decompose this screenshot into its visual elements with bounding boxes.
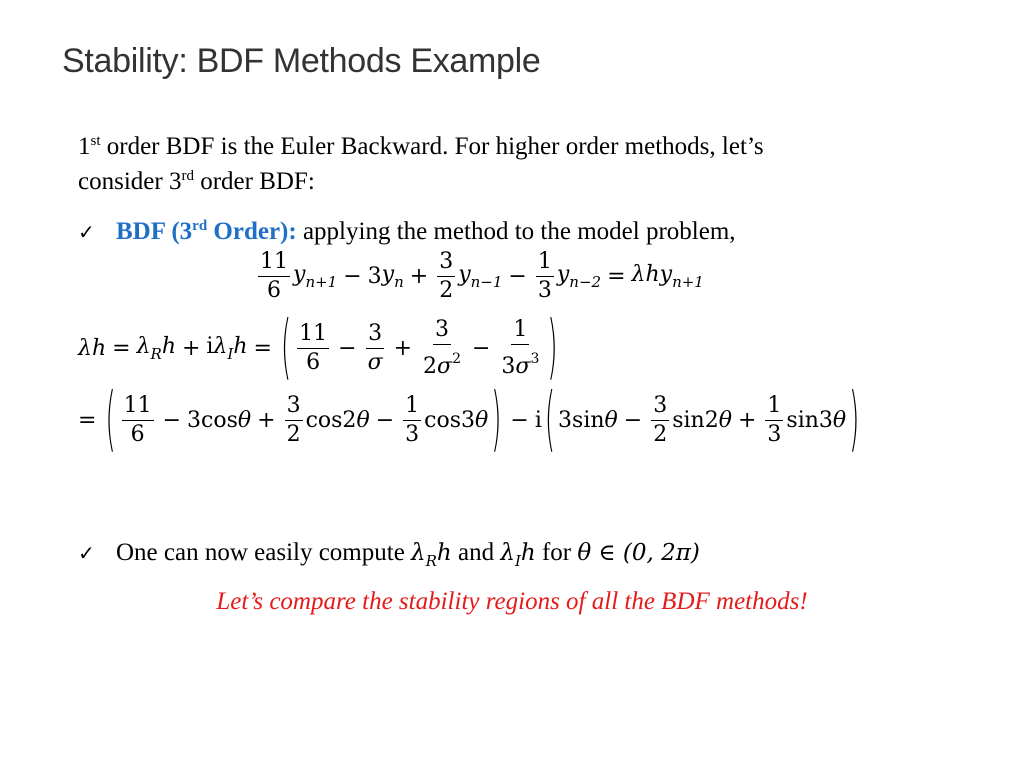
intro-line-2 xyxy=(78,165,315,199)
slide-title: Stability: BDF Methods Example xyxy=(62,42,541,80)
bullet-bdf3-text: applying the method to the model problem, xyxy=(296,218,736,245)
intro-text-2a: consider 3 xyxy=(78,168,182,195)
bullet-bdf3-label-b: Order): xyxy=(207,218,297,245)
bullet-bdf3-label-a: BDF (3 xyxy=(116,218,193,245)
bullet-bdf3-label-sup: rd xyxy=(192,218,208,234)
bullet-compute-text-c: for xyxy=(535,539,578,566)
intro-ordinal: 1 xyxy=(78,133,91,160)
frac-3-2: $\frac{3}{2}$ xyxy=(439,249,454,303)
intro-text-2-sup: rd xyxy=(181,168,194,184)
bullet-bdf3 xyxy=(116,215,736,249)
checkmark-icon: ✓ xyxy=(78,222,95,244)
bullet-compute-text-a: One can now easily compute xyxy=(116,539,412,566)
intro-ordinal-sup: st xyxy=(90,133,101,149)
intro-text-2b: order BDF: xyxy=(193,168,315,195)
theta-range: θ ∈ (0, 2π) xyxy=(577,540,700,566)
bullet-compute-text-b: and xyxy=(451,539,501,566)
frac-11-6: $\frac{11}{6}$ xyxy=(260,249,288,303)
intro-text-1: order BDF is the Euler Backward. For higher order methods, let’s xyxy=(100,133,764,160)
equation-lambda-h-sigma: λh = $\lambda_Rh$ + $i\lambda_Ih$ = ( $\frac{11}{6}$ − $\frac{3}{\sigma}$ + $\frac{3}{2\sigma^2}$ − $\frac{1}{3\sigma^3}$ ) xyxy=(78,308,558,389)
equation-bdf3-scheme: $\frac{11}{6}$ $y_{n+1}$ − 3 $y_n$ + $\frac{3}{2}$ $y_{n-1}$ − $\frac{1}{3}$ $y_{n-2}$ = λhy$_{n+1}$ xyxy=(260,249,704,303)
checkmark-icon: ✓ xyxy=(78,543,95,565)
closing-note: Let’s compare the stability regions of all the BDF methods! xyxy=(216,588,808,615)
frac-1-3: $\frac{1}{3}$ xyxy=(537,249,552,303)
bullet-compute: One can now easily compute $\lambda_Rh$ and $\lambda_Ih$ for θ ∈ (0, 2π) xyxy=(116,539,700,570)
equation-lambda-h-theta: = ( $\frac{11}{6}$ − 3cos θ + $\frac{3}{2}$ cos2 θ − $\frac{1}{3}$ cos3 θ ) − i ( 3sin θ − $\frac{3}{2}$ sin2 θ + $\frac{1}{3}$ sin3 θ ) xyxy=(78,380,860,461)
intro-line-1 xyxy=(78,130,764,164)
